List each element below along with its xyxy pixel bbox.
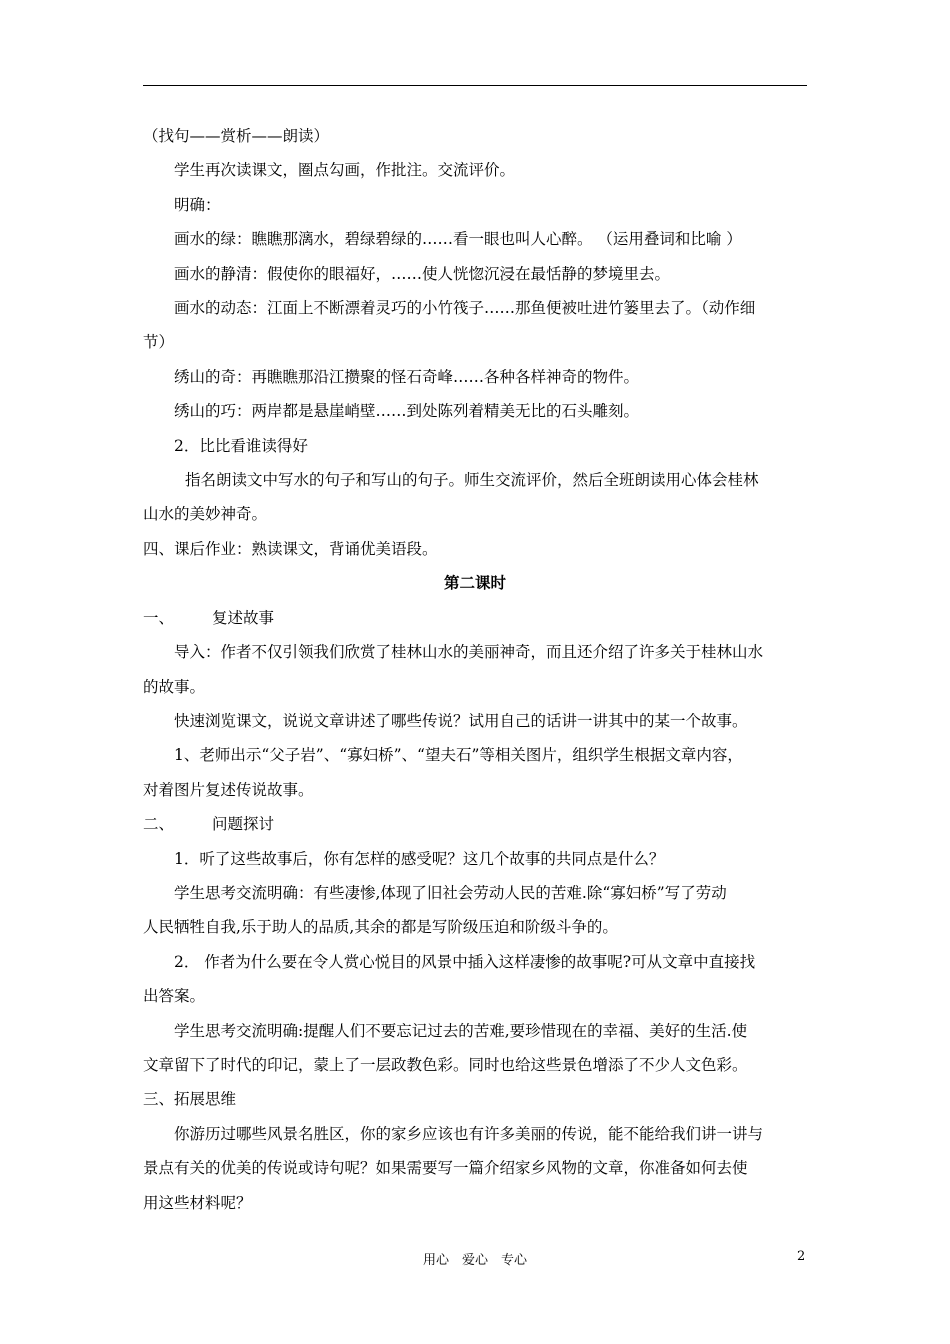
section-heading-text: 问题探讨 <box>212 815 275 834</box>
section-heading-text: 复述故事 <box>212 608 275 627</box>
text-line: 指名朗读文中写水的句子和写山的句子。师生交流评价，然后全班朗读用心体会桂林 <box>185 471 759 490</box>
text-line: 学生再次读课文，圈点勾画，作批注。交流评价。 <box>174 161 516 180</box>
page-number: 2 <box>797 1249 806 1264</box>
text-line: 人民牺牲自我,乐于助人的品质,其余的都是写阶级压迫和阶级斗争的。 <box>143 918 618 937</box>
text-line: 画水的动态：江面上不断漂着灵巧的小竹筏子……那鱼便被吐进竹篓里去了。（动作细 <box>174 299 756 318</box>
text-line: 四、课后作业：熟读课文，背诵优美语段。 <box>143 539 438 558</box>
text-line: 绣山的奇：再瞧瞧那沿江攒聚的怪石奇峰……各种各样神奇的物件。 <box>174 367 640 386</box>
document-body <box>143 119 807 1220</box>
text-line: 1、老师出示“父子岩”、“寡妇桥”、“望夫石”等相关图片，组织学生根据文章内容， <box>174 746 743 765</box>
text-line: 导入：作者不仅引领我们欣赏了桂林山水的美丽神奇，而且还介绍了许多关于桂林山水 <box>174 643 764 662</box>
text-line: 画水的静清：假使你的眼福好，……使人恍惚沉浸在最恬静的梦境里去。 <box>174 264 671 283</box>
text-line: 文章留下了时代的印记，蒙上了一层政教色彩。同时也给这些景色增添了不少人文色彩。 <box>143 1055 748 1074</box>
text-line: 三、拓展思维 <box>143 1090 237 1109</box>
section-number: 一、 <box>143 608 175 627</box>
section-number: 二、 <box>143 815 175 834</box>
text-line: 山水的美妙神奇。 <box>143 505 268 524</box>
text-line: 画水的绿：瞧瞧那漓水，碧绿碧绿的……看一眼也叫人心醉。 （运用叠词和比喻 ） <box>174 230 742 249</box>
text-line: 节） <box>143 333 175 352</box>
text-line: 学生思考交流明确：有些凄惨,体现了旧社会劳动人民的苦难.除“寡妇桥”写了劳动 <box>174 883 727 902</box>
text-line: 快速浏览课文，说说文章讲述了哪些传说？试用自己的话讲一讲其中的某一个故事。 <box>174 711 748 730</box>
section-heading <box>143 601 807 635</box>
text-line: 1．听了这些故事后，你有怎样的感受呢？这几个故事的共同点是什么？ <box>174 849 665 868</box>
text-line: （找句——赏析——朗读） <box>143 127 330 145</box>
text-line: 用这些材料呢？ <box>143 1193 252 1212</box>
text-line: 学生思考交流明确:提醒人们不要忘记过去的苦难,要珍惜现在的幸福、美好的生活.使 <box>174 1021 748 1040</box>
header-rule <box>143 85 807 86</box>
section-title: 第二课时 <box>443 573 506 593</box>
text-line: 绣山的巧：两岸都是悬崖峭壁……到处陈列着精美无比的石头雕刻。 <box>174 402 640 421</box>
footer-motto: 用心 爱心 专心 <box>422 1253 527 1268</box>
page-footer <box>0 1249 950 1269</box>
text-line: 2．比比看谁读得好 <box>174 436 308 455</box>
text-line: 明确： <box>174 195 221 214</box>
text-line: 2． 作者为什么要在令人赏心悦目的风景中插入这样凄惨的故事呢?可从文章中直接找 <box>174 952 756 971</box>
text-line: 景点有关的优美的传说或诗句呢？如果需要写一篇介绍家乡风物的文章，你准备如何去使 <box>143 1159 748 1178</box>
text-line: 对着图片复述传说故事。 <box>143 780 314 799</box>
text-line: 你游历过哪些风景名胜区，你的家乡应该也有许多美丽的传说，能不能给我们讲一讲与 <box>174 1124 764 1143</box>
section-heading <box>143 807 807 841</box>
text-line: 的故事。 <box>143 677 206 696</box>
text-line: 出答案。 <box>143 987 206 1006</box>
